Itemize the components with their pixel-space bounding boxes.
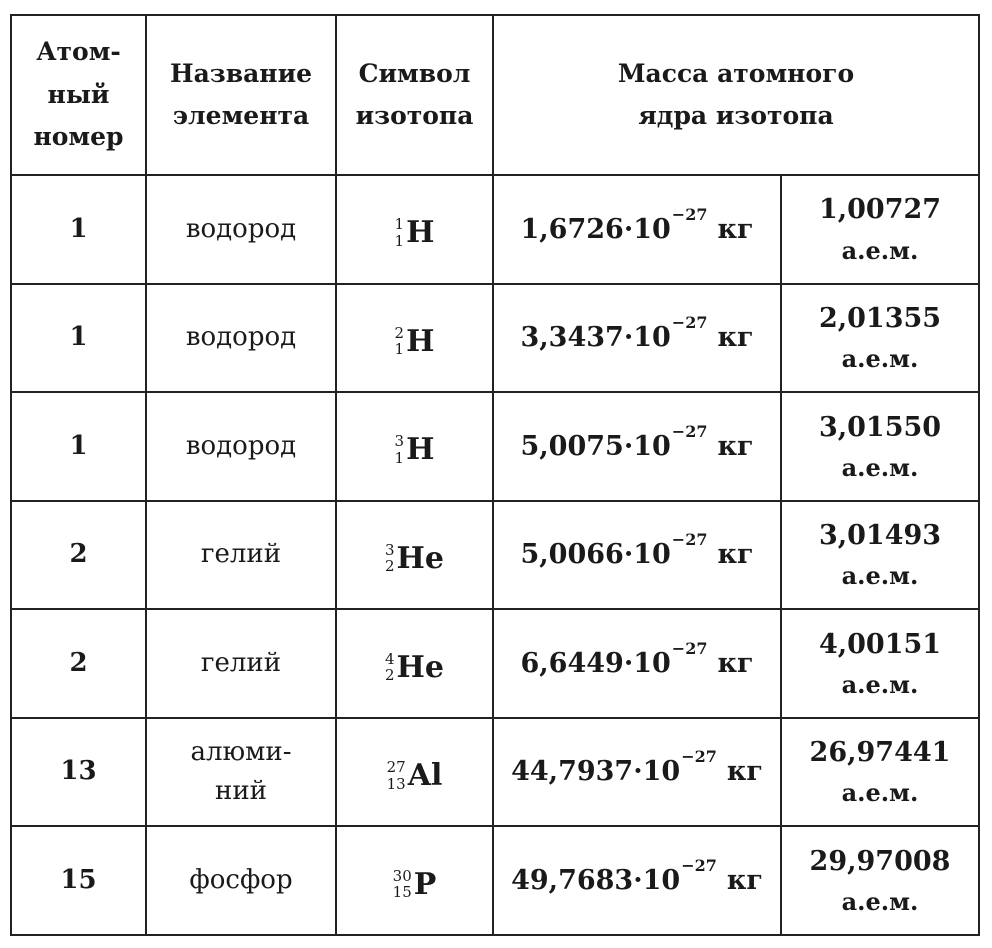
isotope-indices	[395, 325, 405, 358]
mass-kg	[520, 313, 754, 354]
mass-unit: кг	[717, 322, 754, 354]
mass-kg	[520, 204, 754, 245]
element-name-part: ний	[215, 776, 267, 807]
mass-mantissa: 44,7937·10	[511, 756, 681, 788]
isotope-symbol	[387, 747, 443, 804]
table-row	[11, 718, 979, 827]
amu-unit: а.е.м.	[841, 887, 919, 917]
mass-kg	[520, 421, 754, 462]
mass-exponent: −27	[671, 313, 708, 333]
table-row	[11, 826, 979, 935]
element-symbol: He	[396, 540, 444, 576]
table-row	[11, 392, 979, 501]
mass-exponent: −27	[681, 855, 717, 875]
element-name-cell	[146, 826, 336, 935]
mass-mantissa: 5,0075·10	[520, 430, 671, 462]
element-name-part: фосфор	[189, 865, 293, 896]
mass-kg	[511, 747, 763, 788]
charge-number: 2	[385, 666, 395, 685]
header-element-name: Название элемента	[146, 15, 336, 175]
mass-kg-cell	[493, 718, 781, 827]
header-row	[11, 15, 979, 175]
mass-kg-cell	[493, 501, 781, 610]
charge-number: 2	[385, 557, 395, 576]
atomic-number: 1	[69, 213, 88, 244]
mass-number: 27	[386, 758, 406, 777]
atomic-number-cell	[11, 501, 146, 610]
table-row	[11, 501, 979, 610]
element-symbol: H	[406, 215, 435, 251]
mass-kg	[520, 530, 754, 571]
element-name-part: водород	[185, 430, 297, 461]
charge-number: 1	[394, 448, 405, 467]
atomic-number-cell	[11, 609, 146, 718]
mass-exponent: −27	[671, 530, 708, 550]
isotope-symbol-cell	[336, 284, 493, 393]
isotope-indices	[385, 651, 395, 684]
header-nucleus-mass: Масса атомного ядра изотопа	[493, 15, 979, 175]
element-name-part: гелий	[200, 648, 282, 679]
element-name-cell	[146, 609, 336, 718]
table-row	[11, 609, 979, 718]
header-isotope-symbol: Символ изотопа	[336, 15, 493, 175]
mass-amu: 29,97008	[809, 845, 951, 877]
element-symbol: He	[396, 649, 444, 685]
amu-unit: а.е.м.	[841, 235, 919, 265]
isotope-symbol	[395, 313, 435, 370]
mass-kg-cell	[493, 175, 781, 284]
mass-amu-cell	[781, 718, 979, 827]
amu-unit: а.е.м.	[841, 778, 919, 808]
mass-exponent: −27	[681, 747, 717, 767]
mass-mantissa: 49,7683·10	[511, 864, 681, 896]
mass-number: 2	[394, 323, 405, 342]
mass-amu-cell	[781, 501, 979, 610]
mass-kg	[520, 638, 754, 679]
isotope-symbol	[395, 421, 435, 478]
isotope-indices	[387, 759, 406, 792]
amu-unit: а.е.м.	[841, 344, 919, 374]
mass-mantissa: 6,6449·10	[520, 647, 671, 679]
mass-unit: кг	[717, 213, 754, 245]
atomic-number: 2	[69, 647, 88, 678]
atomic-number: 2	[69, 539, 88, 570]
charge-number: 15	[392, 883, 412, 902]
mass-amu: 3,01493	[818, 520, 942, 552]
element-name-part: алюми-	[190, 737, 292, 768]
mass-amu-cell	[781, 826, 979, 935]
element-symbol: P	[413, 866, 437, 902]
mass-kg-cell	[493, 392, 781, 501]
element-symbol: H	[406, 323, 435, 359]
isotope-symbol-cell	[336, 392, 493, 501]
mass-unit: кг	[717, 647, 754, 679]
isotope-symbol	[385, 639, 444, 696]
amu-unit: а.е.м.	[841, 669, 919, 699]
mass-exponent: −27	[671, 204, 708, 224]
charge-number: 1	[394, 340, 405, 359]
atomic-number: 15	[60, 864, 97, 895]
mass-mantissa: 5,0066·10	[520, 539, 671, 571]
element-name-cell	[146, 501, 336, 610]
element-name-cell	[146, 175, 336, 284]
mass-amu: 4,00151	[818, 628, 942, 660]
header-atomic-number: Атом- ный номер	[11, 15, 146, 175]
charge-number: 13	[386, 774, 406, 793]
isotope-symbol-cell	[336, 609, 493, 718]
element-name-cell	[146, 392, 336, 501]
mass-mantissa: 3,3437·10	[520, 322, 671, 354]
atomic-number: 13	[60, 756, 97, 787]
mass-amu: 3,01550	[818, 411, 942, 443]
mass-kg-cell	[493, 284, 781, 393]
mass-amu: 1,00727	[818, 194, 942, 226]
mass-amu-cell	[781, 284, 979, 393]
mass-mantissa: 1,6726·10	[520, 213, 671, 245]
element-symbol: Al	[407, 758, 443, 794]
mass-number: 4	[385, 649, 395, 668]
element-name-part: водород	[185, 213, 297, 244]
isotope-symbol-cell	[336, 175, 493, 284]
isotope-table	[10, 14, 980, 936]
amu-unit: а.е.м.	[841, 452, 919, 482]
mass-exponent: −27	[671, 638, 708, 658]
isotope-indices	[395, 216, 405, 249]
mass-kg	[511, 855, 763, 896]
isotope-symbol	[395, 204, 435, 261]
atomic-number-cell	[11, 284, 146, 393]
atomic-number-cell	[11, 175, 146, 284]
mass-amu-cell	[781, 609, 979, 718]
atomic-number: 1	[69, 430, 88, 461]
atomic-number-cell	[11, 392, 146, 501]
charge-number: 1	[394, 231, 405, 250]
mass-kg-cell	[493, 609, 781, 718]
table-row	[11, 284, 979, 393]
mass-amu: 2,01355	[818, 303, 942, 335]
element-name-cell	[146, 718, 336, 827]
mass-number: 3	[385, 540, 395, 559]
element-name-part: гелий	[200, 539, 282, 570]
isotope-symbol-cell	[336, 718, 493, 827]
isotope-symbol-cell	[336, 826, 493, 935]
mass-unit: кг	[717, 430, 754, 462]
mass-amu-cell	[781, 175, 979, 284]
mass-amu: 26,97441	[809, 737, 951, 769]
element-name-part: водород	[185, 322, 297, 353]
table-row	[11, 175, 979, 284]
mass-amu-cell	[781, 392, 979, 501]
amu-unit: а.е.м.	[841, 561, 919, 591]
isotope-symbol	[393, 856, 437, 913]
atomic-number-cell	[11, 718, 146, 827]
isotope-symbol-cell	[336, 501, 493, 610]
atomic-number-cell	[11, 826, 146, 935]
isotope-indices	[393, 868, 412, 901]
mass-number: 3	[394, 432, 405, 451]
isotope-indices	[395, 433, 405, 466]
isotope-indices	[385, 542, 395, 575]
element-name-cell	[146, 284, 336, 393]
element-symbol: H	[406, 432, 435, 468]
mass-unit: кг	[726, 756, 763, 788]
atomic-number: 1	[69, 322, 88, 353]
mass-number: 30	[392, 866, 412, 885]
mass-number: 1	[394, 215, 405, 234]
mass-unit: кг	[717, 539, 754, 571]
mass-kg-cell	[493, 826, 781, 935]
mass-unit: кг	[726, 864, 763, 896]
isotope-symbol	[385, 530, 444, 587]
mass-exponent: −27	[671, 421, 708, 441]
